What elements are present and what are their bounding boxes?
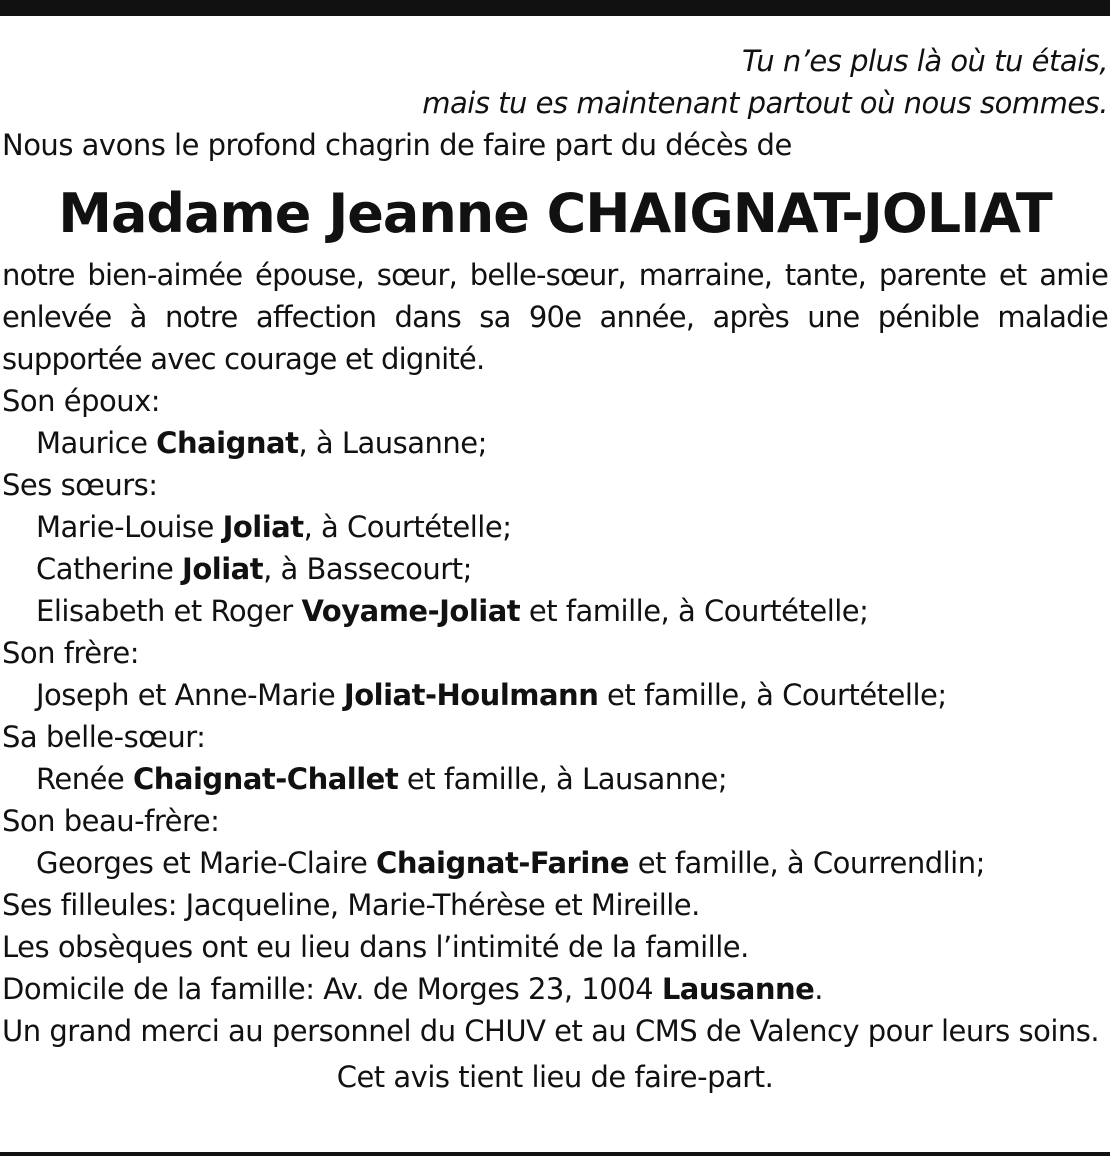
brother-entry: [2, 674, 1108, 716]
epigraph-line-1: Tu n’es plus là où tu étais,: [741, 44, 1108, 78]
sister-in-law-entry: [2, 758, 1108, 800]
closing-line: Cet avis tient lieu de faire-part.: [336, 1060, 774, 1094]
brother-first: Joseph et Anne-Marie: [36, 678, 344, 712]
address-prefix: Domicile de la famille: Av. de Morges 23, 1004: [2, 972, 662, 1006]
description-line-3: supportée avec courage et dignité.: [2, 342, 485, 376]
description-line-1: notre bien-aimée épouse, sœur, belle-sœur, marraine, tante, parente et amie: [2, 258, 1108, 292]
brother-rest: et famille, à Courtételle;: [598, 678, 947, 712]
brother-in-law-first: Georges et Marie-Claire: [36, 846, 377, 880]
sister-entry-2: [2, 548, 1108, 590]
description-line-2: enlevée à notre affection dans sa 90e année, après une pénible maladie: [2, 300, 1108, 334]
goddaughters-line: Ses filleules: Jacqueline, Marie-Thérèse et Mireille.: [2, 888, 700, 922]
sister-entry-3: [2, 590, 1108, 632]
spouse-first: Maurice: [36, 426, 157, 460]
epigraph-line-2: mais tu es maintenant partout où nous sommes.: [422, 86, 1108, 120]
epigraph: [2, 40, 1108, 124]
spouse-entry: [2, 422, 1108, 464]
sister-in-law-label: Sa belle-sœur:: [2, 720, 206, 754]
address-suffix: .: [814, 972, 824, 1006]
sister-first: Catherine: [36, 552, 183, 586]
obituary-notice: [2, 40, 1108, 1098]
funeral-line: Les obsèques ont eu lieu dans l’intimité de la famille.: [2, 930, 749, 964]
sister-in-law-rest: et famille, à Lausanne;: [398, 762, 728, 796]
sisters-label: Ses sœurs:: [2, 468, 158, 502]
sister-last: Joliat: [182, 552, 264, 586]
sister-rest: , à Bassecourt;: [263, 552, 472, 586]
sister-first: Elisabeth et Roger: [36, 594, 302, 628]
spouse-label: Son époux:: [2, 384, 161, 418]
description-paragraph: [2, 254, 1108, 380]
brother-in-law-rest: et famille, à Courrendlin;: [629, 846, 985, 880]
brother-label: Son frère:: [2, 636, 139, 670]
sister-in-law-first: Renée: [36, 762, 133, 796]
sister-last: Joliat: [222, 510, 304, 544]
brother-in-law-entry: [2, 842, 1108, 884]
deceased-name: Madame Jeanne CHAIGNAT-JOLIAT: [58, 182, 1052, 245]
sister-first: Marie-Louise: [36, 510, 223, 544]
top-border-rule: [0, 0, 1110, 16]
brother-in-law-last: Chaignat-Farine: [376, 846, 630, 880]
brother-last: Joliat-Houlmann: [343, 678, 599, 712]
address-line: [2, 968, 1108, 1010]
address-city: Lausanne: [661, 972, 815, 1006]
spouse-last: Chaignat: [156, 426, 299, 460]
brother-in-law-label: Son beau-frère:: [2, 804, 220, 838]
bottom-border-rule: [0, 1152, 1110, 1156]
sister-in-law-last: Chaignat-Challet: [132, 762, 399, 796]
sister-entry-1: [2, 506, 1108, 548]
sister-rest: et famille, à Courtételle;: [520, 594, 869, 628]
spouse-rest: , à Lausanne;: [298, 426, 487, 460]
sister-rest: , à Courtételle;: [303, 510, 512, 544]
sister-last: Voyame-Joliat: [301, 594, 521, 628]
thanks-line: Un grand merci au personnel du CHUV et au CMS de Valency pour leurs soins.: [2, 1014, 1100, 1048]
intro-text: Nous avons le profond chagrin de faire part du décès de: [2, 128, 792, 162]
